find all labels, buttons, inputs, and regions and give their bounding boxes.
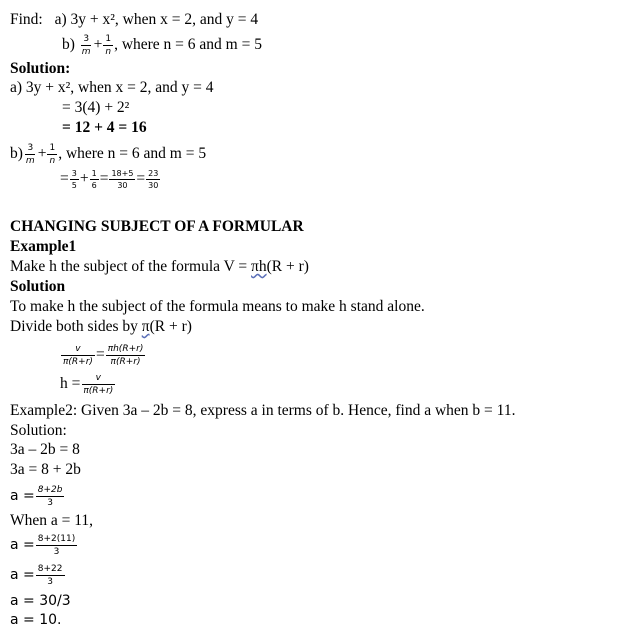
example2-step4 <box>10 530 78 560</box>
example1-divide-line <box>10 318 192 336</box>
solution1-a-line: a) 3y + x², when x = 2, and y = 4 <box>10 79 214 96</box>
solution1-b-step-fraction-4: $\frac{23}{30}$ <box>148 169 159 190</box>
solution1-b-prefix: b) <box>10 145 23 163</box>
step5-fraction: $\frac{8+22}{3}$ <box>37 563 63 587</box>
solution1-b-line <box>10 143 206 166</box>
section-title: CHANGING SUBJECT OF A FORMULAR <box>10 218 304 235</box>
example1-explanation: To make h the subject of the formula means to make h stand alone. <box>10 298 425 315</box>
divide-prefix: Divide both sides by <box>10 318 142 335</box>
example1-suffix: (R + r) <box>266 258 309 275</box>
step4-lhs: a = <box>10 537 35 553</box>
equals-sign: = <box>95 346 105 363</box>
solution1-b-fraction-2: $\frac{1}{n}$ <box>49 143 56 166</box>
eq2-lhs: h = <box>60 375 81 392</box>
example1-pi-h: πh <box>251 258 267 275</box>
example1-prefix: Make h the subject of the formula V = <box>10 258 252 275</box>
example2-step7: a = 10. <box>10 612 62 628</box>
eq2-fraction: $\frac{v}{\pi(R+r)}$ <box>83 372 114 396</box>
equals-sign: = <box>60 170 69 188</box>
example1-equation-2 <box>60 371 116 397</box>
solution1-a-step1: = 3(4) + 2² <box>62 99 130 116</box>
find-line-a <box>10 11 258 29</box>
find-b-plus: + <box>93 36 103 54</box>
divide-pi: π <box>141 318 150 335</box>
solution1-b-step <box>60 169 161 190</box>
solution1-b-step-fraction-2: $\frac{1}{6}$ <box>91 169 97 190</box>
equals-sign: = <box>99 170 109 188</box>
find-b-fraction-2: $\frac{1}{n}$ <box>105 34 112 57</box>
solution1-b-plus: + <box>37 145 47 163</box>
example2-step6: a = 30/3 <box>10 593 71 609</box>
find-line-b <box>62 34 262 57</box>
find-label: Find: <box>10 11 43 28</box>
example2-solution-heading: Solution: <box>10 422 67 439</box>
solution1-heading: Solution: <box>10 60 71 77</box>
plus-sign: + <box>79 170 89 188</box>
divide-suffix: (R + r) <box>149 318 192 335</box>
example2-step2: 3a = 8 + 2b <box>10 461 81 478</box>
example1-heading: Example1 <box>10 238 77 255</box>
solution1-b-step-fraction-1: $\frac{3}{5}$ <box>71 169 77 190</box>
step3-lhs: a = <box>10 488 35 504</box>
solution1-a-step2: = 12 + 4 = 16 <box>62 119 147 136</box>
find-b-prefix: b) <box>62 36 75 54</box>
eq1-rhs-fraction: $\frac{\pi h(R+r)}{\pi(R+r)}$ <box>107 343 144 367</box>
example2-step1: 3a – 2b = 8 <box>10 441 80 458</box>
find-part-a: a) 3y + x², when x = 2, and y = 4 <box>54 11 259 28</box>
solution1-b-fraction-1: $\frac{3}{m}$ <box>25 143 35 166</box>
example2-when: When a = 11, <box>10 512 94 529</box>
step5-lhs: a = <box>10 567 35 583</box>
example2-statement: Example2: Given 3a – 2b = 8, express a in terms of b. Hence, find a when b = 11. <box>10 402 516 419</box>
find-b-suffix: , where n = 6 and m = 5 <box>114 36 262 54</box>
example2-step5 <box>10 560 66 590</box>
example1-equation-1 <box>60 340 146 370</box>
example2-step3 <box>10 481 65 511</box>
step4-fraction: $\frac{8+2(11)}{3}$ <box>37 533 76 557</box>
solution1-b-suffix: , where n = 6 and m = 5 <box>58 145 207 163</box>
find-b-fraction-1: $\frac{3}{m}$ <box>81 34 91 57</box>
example1-solution-heading: Solution <box>10 278 66 295</box>
example1-statement <box>10 258 309 276</box>
step3-fraction: $\frac{8+2b}{3}$ <box>37 484 63 508</box>
equals-sign: = <box>136 170 146 188</box>
solution1-b-step-fraction-3: $\frac{18+5}{30}$ <box>111 169 134 190</box>
eq1-lhs-fraction: $\frac{v}{\pi(R+r)}$ <box>63 343 93 367</box>
